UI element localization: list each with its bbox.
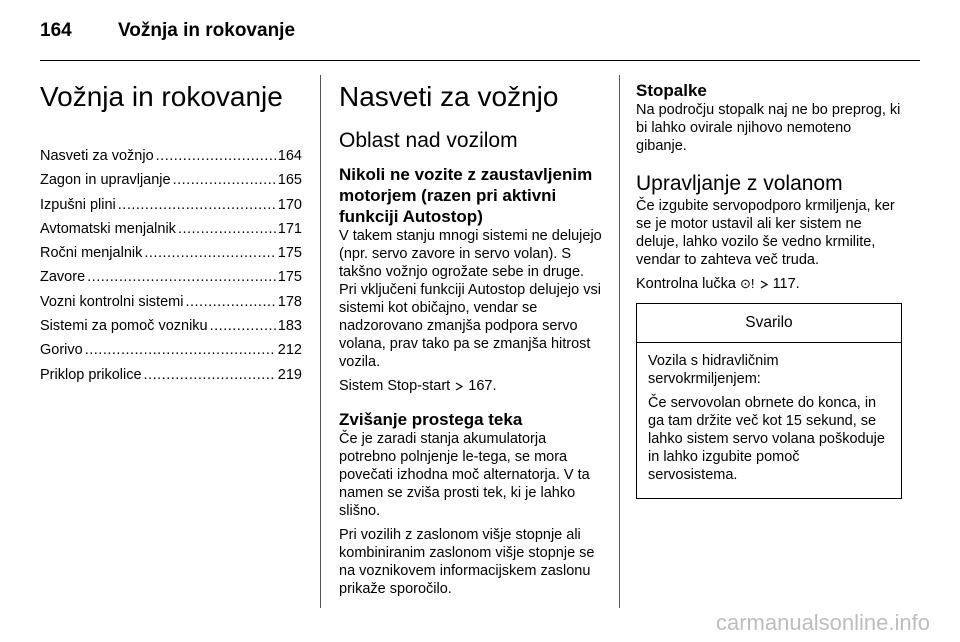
toc-entry-page: 183 (277, 318, 302, 335)
toc-leader-dots (156, 147, 276, 165)
heading-steering: Upravljanje z volanom (636, 172, 843, 195)
toc-entry-page: 175 (277, 245, 302, 262)
toc-entry-label: Izpušni plini (40, 196, 116, 213)
toc-leader-dots (185, 293, 275, 311)
lamp-ref: Kontrolna lučka ⊙! 117. (636, 276, 800, 292)
paragraph-pedals: Na področju stopalk naj ne bo preprog, ki bi lahko ovirale njihovo nemoteno gibanje. (636, 102, 901, 154)
toc-entry[interactable] (40, 268, 302, 292)
toc-entry-label: Zagon in upravljanje (40, 172, 171, 189)
warning-box (636, 303, 902, 499)
toc-entry-label: Priklop prikolice (40, 366, 142, 383)
toc-entry-label: Sistemi za pomoč vozniku (40, 318, 208, 335)
paragraph-idle-1: Če je zaradi stanja akumulatorja potrebno polnjenje le-tega, se mora povečati izhodna moč alternatorja. V ta namen se zviša prosti tek, ki je lahko slišno. (339, 431, 590, 519)
toc-entry-page: 212 (277, 342, 302, 359)
toc-leader-dots (118, 196, 276, 214)
toc-leader-dots (87, 268, 276, 286)
column-divider (320, 75, 321, 608)
toc-leader-dots (210, 317, 276, 335)
toc-leader-dots (144, 366, 276, 384)
heading-idle: Zvišanje prostega teka (339, 410, 523, 429)
toc-entry[interactable] (40, 341, 302, 365)
toc-entry-page: 178 (277, 293, 302, 310)
page-reference-icon (455, 382, 463, 391)
toc-entry-page: 170 (277, 196, 302, 213)
chapter-title: Vožnja in rokovanje (40, 81, 283, 112)
warning-paragraph-1: Vozila s hidravličnim servokrmiljenjem: (648, 353, 779, 387)
toc-entry-label: Ročni menjalnik (40, 245, 143, 262)
lamp-page: 117. (772, 276, 800, 292)
paragraph-idle-2: Pri vozilih z zaslonom višje stopnje ali kombiniranim zaslonom višje stopnje se na voznikovem informacijskem zaslonu prikaže sporočilo. (339, 527, 595, 597)
header-rule (40, 60, 920, 61)
toc-entry-label: Nasveti za vožnjo (40, 148, 154, 164)
toc-entry-page: 175 (277, 269, 302, 286)
toc-leader-dots (144, 244, 275, 262)
toc-entry[interactable] (40, 293, 302, 317)
toc-entry-page: 165 (277, 172, 302, 189)
heading-engine-off: Nikoli ne vozite z zaustavljenim motorjem (razen pri aktivni funkciji Autostop) (339, 165, 593, 226)
toc-entry[interactable] (40, 196, 302, 220)
paragraph-engine-off: V takem stanju mnogi sistemi ne delujejo (npr. servo zavore in servo volan). S takšno vožnjo ogrožate sebe in druge. Pri vključeni funkciji Autostop delujejo vsi sistemi kot običajno, vendar se nadzorovano zmanjša podpora servo volana, prav tako pa se zmanjša hitrost vozila. (339, 228, 602, 370)
table-of-contents (40, 147, 302, 390)
toc-column (40, 80, 302, 390)
toc-entry-page: 171 (277, 220, 302, 237)
warning-paragraph-2: Če servovolan obrnete do konca, in ga tam držite več kot 15 sekund, se lahko sistem servo volana poškoduje in lahko izgubite pomoč servosistema. (648, 395, 885, 483)
section-subtitle: Oblast nad vozilom (339, 129, 518, 152)
toc-entry-label: Vozni kontrolni sistemi (40, 293, 184, 310)
toc-entry-page: 219 (277, 366, 302, 383)
stop-start-ref: Sistem Stop-start 167. (339, 378, 497, 394)
toc-entry-label: Avtomatski menjalnik (40, 220, 176, 237)
toc-entry[interactable] (40, 220, 302, 244)
running-title: Vožnja in rokovanje (118, 20, 296, 41)
warning-title: Svarilo (637, 304, 901, 343)
toc-entry[interactable] (40, 366, 302, 390)
toc-entry[interactable] (40, 147, 302, 171)
stop-start-page: 167. (468, 378, 497, 394)
toc-leader-dots (173, 171, 276, 189)
content-column-2 (339, 80, 603, 604)
page-number: 164 (40, 20, 72, 41)
toc-entry[interactable] (40, 171, 302, 195)
paragraph-steering: Če izgubite servopodporo krmiljenja, ker se je motor ustavil ali ker sistem ne deluje, lahko vozilo še vedno krmilite, vendar to zahteva več truda. (636, 198, 895, 268)
column-divider (619, 75, 620, 608)
toc-entry[interactable] (40, 317, 302, 341)
toc-entry[interactable] (40, 244, 302, 268)
toc-entry-label: Zavore (40, 269, 86, 286)
section-title: Nasveti za vožnjo (339, 81, 559, 112)
heading-pedals: Stopalke (636, 81, 707, 100)
toc-leader-dots (178, 220, 276, 238)
watermark: carmanualsonline.info (715, 610, 930, 635)
toc-entry-page: 164 (277, 148, 302, 164)
toc-entry-label: Gorivo (40, 342, 83, 359)
page-header (40, 20, 295, 42)
steering-warning-lamp-icon: ⊙! (739, 276, 755, 291)
toc-leader-dots (85, 341, 276, 359)
content-column-3 (636, 80, 902, 499)
page-reference-icon (760, 280, 768, 289)
